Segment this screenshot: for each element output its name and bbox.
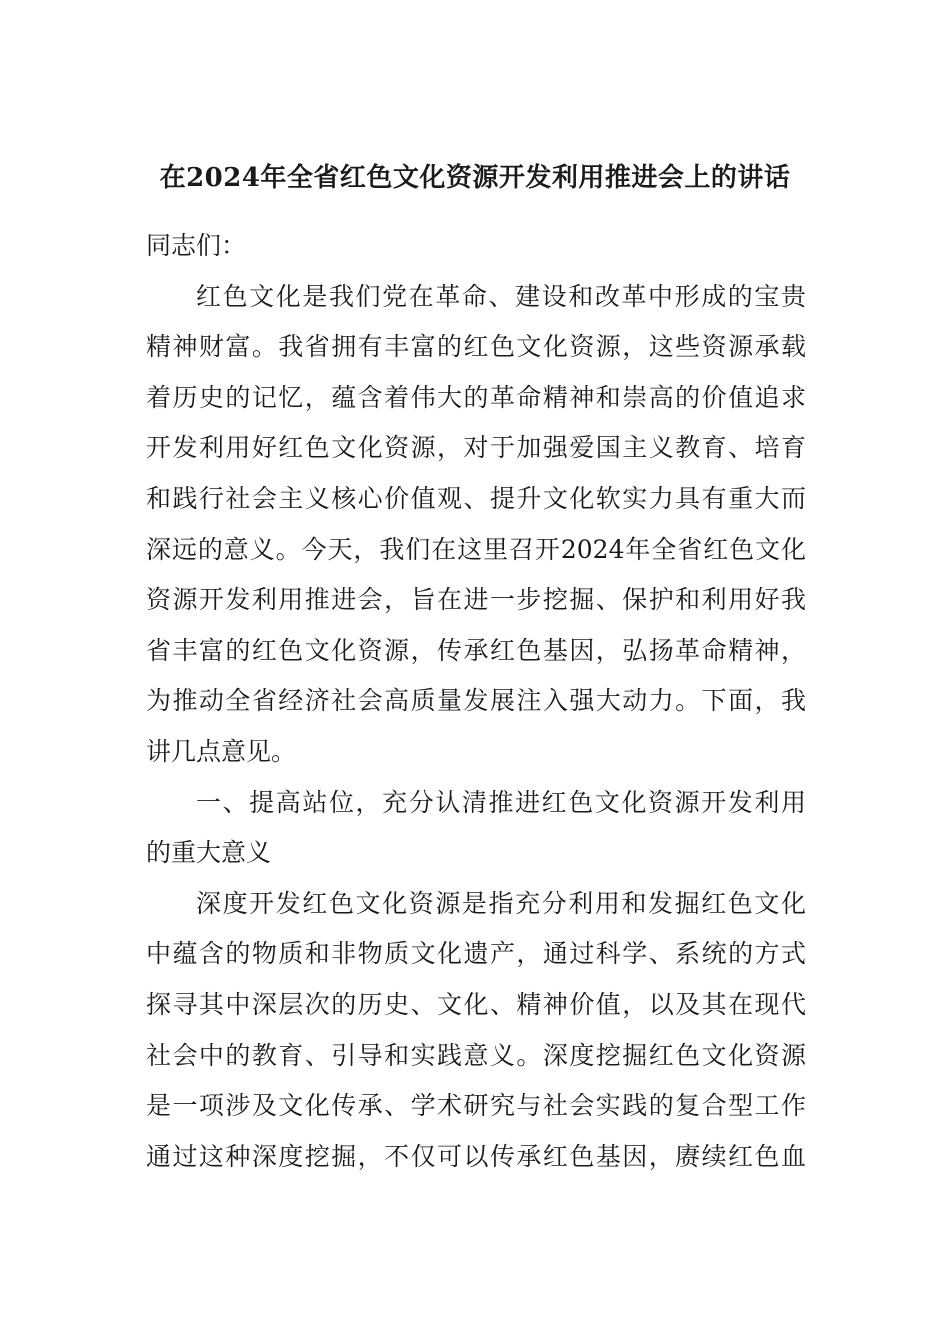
section-heading-line: 的重大意义 [146,838,272,868]
paragraph-line: 中蕴含的物质和非物质文化遗产，通过科学、系统的方式 [146,939,806,969]
paragraph-line: 精神财富。我省拥有丰富的红色文化资源，这些资源承载 [146,332,806,362]
paragraph-line: 是一项涉及文化传承、学术研究与社会实践的复合型工作 [146,1091,806,1121]
salutation-line: 同志们： [146,231,247,260]
paragraph-line: 讲几点意见。 [146,736,297,766]
document-title: 在2024年全省红色文化资源开发利用推进会上的讲话 [159,163,791,193]
paragraph-line: 深度开发红色文化资源是指充分利用和发掘红色文化 [196,888,806,918]
paragraph-line: 红色文化是我们党在革命、建设和改革中形成的宝贵 [196,281,806,311]
section-heading-line: 一、提高站位，充分认清推进红色文化资源开发利用 [196,787,806,817]
paragraph-line: 为推动全省经济社会高质量发展注入强大动力。下面，我 [146,686,806,716]
paragraph-line: 社会中的教育、引导和实践意义。深度挖掘红色文化资源 [146,1040,806,1070]
paragraph-line: 省丰富的红色文化资源，传承红色基因，弘扬革命精神， [146,635,806,665]
paragraph-line: 资源开发利用推进会，旨在进一步挖掘、保护和利用好我 [146,585,806,615]
paragraph-line: 深远的意义。今天，我们在这里召开2024年全省红色文化 [146,534,806,564]
paragraph-line: 探寻其中深层次的历史、文化、精神价值，以及其在现代 [146,989,806,1019]
paragraph-line: 和践行社会主义核心价值观、提升文化软实力具有重大而 [146,483,806,513]
paragraph-line: 开发利用好红色文化资源，对于加强爱国主义教育、培育 [146,433,806,463]
document-body [146,221,806,1182]
paragraph-line: 着历史的记忆，蕴含着伟大的革命精神和崇高的价值追求 [146,382,806,412]
paragraph-line: 通过这种深度挖掘，不仅可以传承红色基因，赓续红色血 [146,1141,806,1171]
